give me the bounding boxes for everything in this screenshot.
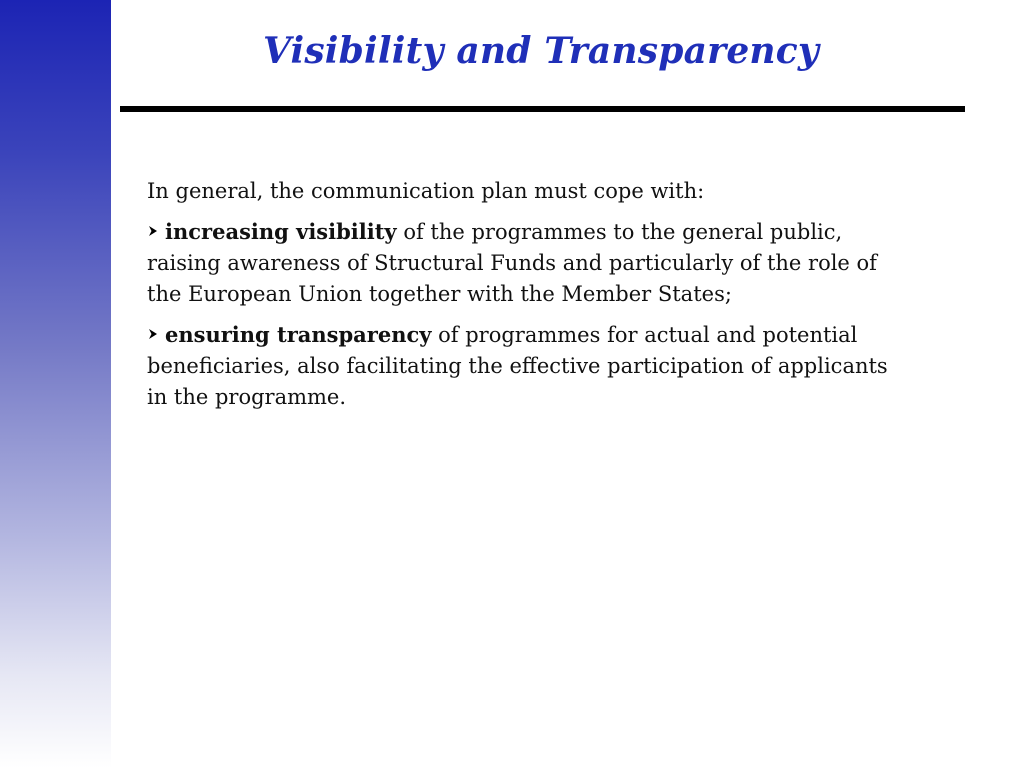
title-divider	[120, 106, 965, 112]
arrow-bullet-icon	[147, 328, 159, 340]
slide-title: Visibility and Transparency	[262, 30, 820, 72]
bullet-item	[147, 216, 907, 310]
decorative-gradient-sidebar	[0, 0, 111, 768]
slide-body	[147, 176, 907, 422]
bullet-item	[147, 319, 907, 413]
bullet-keyword: increasing visibility	[165, 219, 397, 244]
bullet-keyword: ensuring transparency	[165, 322, 432, 347]
bullet-text: of the programmes to the general public, raising awareness of Structural Funds and particularly of the role of the European Union together with the Member States;	[147, 220, 877, 306]
bullet-text: of programmes for actual and potential beneficiaries, also facilitating the effective participation of applicants in the programme.	[147, 323, 888, 409]
arrow-bullet-icon	[147, 225, 159, 237]
intro-text: In general, the communication plan must cope with:	[147, 179, 705, 203]
